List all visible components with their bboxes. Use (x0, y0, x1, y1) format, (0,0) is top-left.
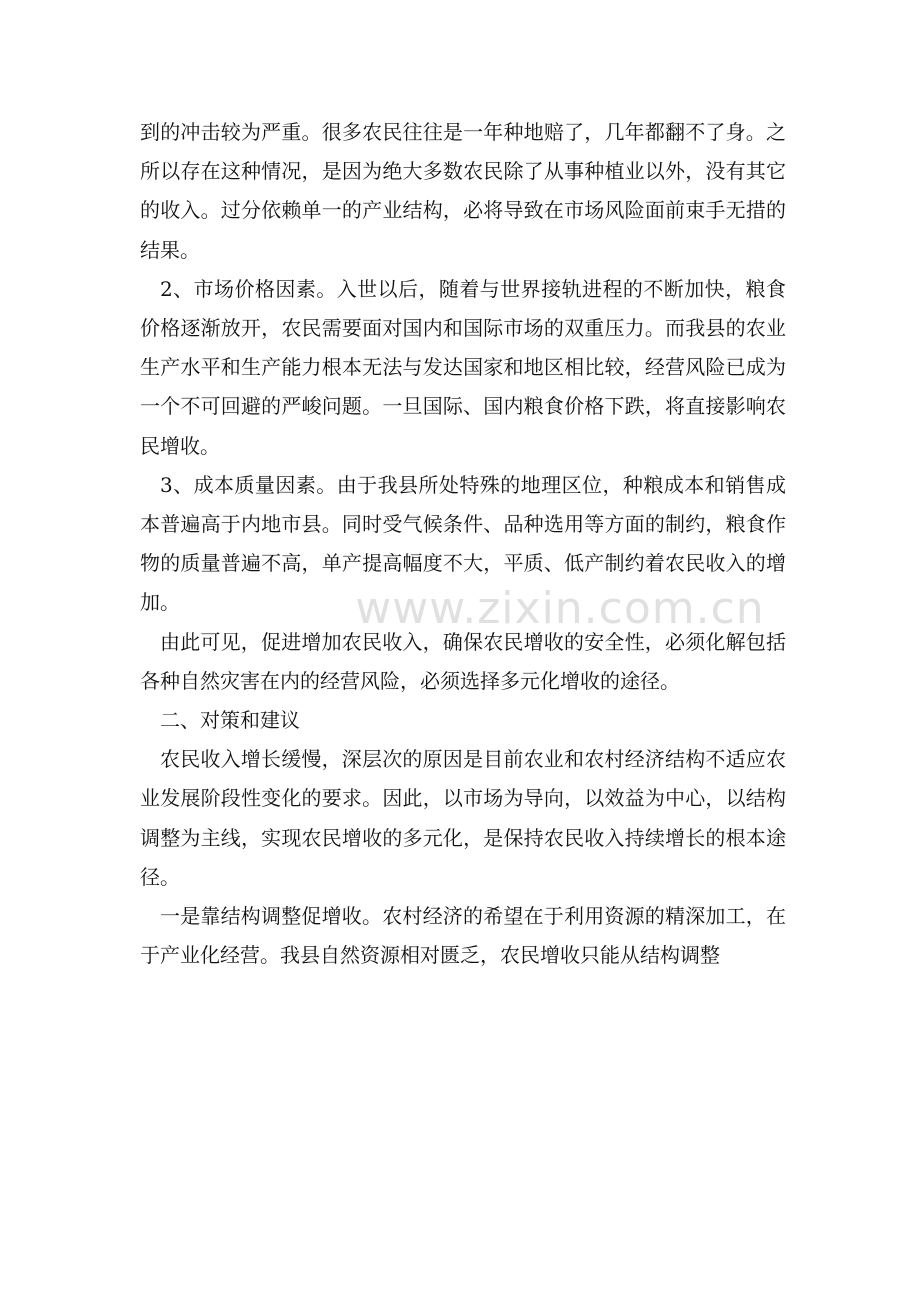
watermark-text: www.zixin.com.cn (355, 583, 765, 634)
paragraph-structure-adjustment: 一是靠结构调整促增收。农村经济的希望在于利用资源的精深加工，在于产业化经营。我县自然资源相对匮乏，农民增收只能从结构调整 (140, 904, 786, 968)
document-body (140, 113, 786, 975)
paragraph-cost-quality: 3、成本质量因素。由于我县所处特殊的地理区位，种粮成本和销售成本普遍高于内地市县。同时受气候条件、品种选用等方面的制约，粮食作物的质量普遍不高，单产提高幅度不大，平质、低产制约着农民收入的增加。 (140, 472, 786, 615)
paragraph-conclusion: 由此可见，促进增加农民收入，确保农民增收的安全性，必须化解包括各种自然灾害在内的经营风险，必须选择多元化增收的途径。 (140, 629, 786, 693)
paragraph-income-growth: 农民收入增长缓慢，深层次的原因是目前农业和农村经济结构不适应农业发展阶段性变化的要求。因此，以市场为导向，以效益为中心，以结构调整为主线，实现农民增收的多元化，是保持农民收入持续增长的根本途径。 (140, 747, 786, 889)
section-heading-countermeasures: 二、对策和建议 (160, 708, 300, 733)
paragraph-market-price: 2、市场价格因素。入世以后，随着与世界接轨进程的不断加快，粮食价格逐渐放开，农民需要面对国内和国际市场的双重压力。而我县的农业生产水平和生产能力根本无法与发达国家和地区相比较，经营风险已成为一个不可回避的严峻问题。一旦国际、国内粮食价格下跌，将直接影响农民增收。 (140, 276, 786, 458)
paragraph-continuation: 到的冲击较为严重。很多农民往往是一年种地赔了，几年都翻不了身。之所以存在这种情况，是因为绝大多数农民除了从事种植业以外，没有其它的收入。过分依赖单一的产业结构，必将导致在市场风险面前束手无措的结果。 (140, 120, 786, 262)
